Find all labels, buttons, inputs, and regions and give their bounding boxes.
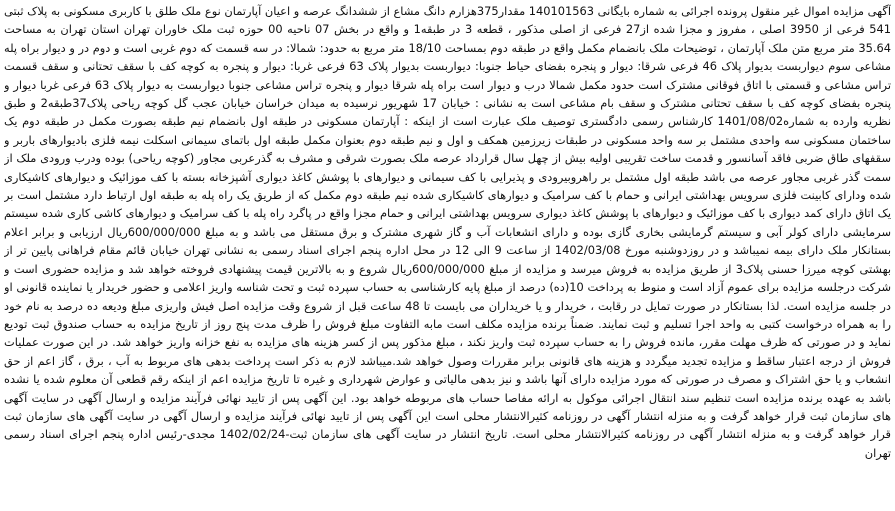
- auction-notice-text: آگهی مزایده اموال غیر منقول پرونده اجرائی به شماره بایگانی 140101563 مقدار375هزارم دانگ مشاع از ششدانگ عرصه و اعیان آپارتمان نوع ملک طلق با کاربری مسکونی به پلاک ثبتی 541 فرعی از 3950 اصلی ، مفروز و مجزا شده از27 فرعی از اصلی مذکور ، قطعه 3 در طبقه1 و واقع در بخش 07 ناحیه 00 حوزه ثبت ملک خاوران تهران استان تهران به مساحت 35.64 متر مربع متن ملک آپارتمان ، توضیحات ملک بانضمام مکمل واقع در طبقه دوم بمساحت 18/10 متر مربع به حدود: شمالا: در سه قسمت که دوم غربی است و دوم در و دیوار براه پله مشاعی سوم دیواربست بدیوار پلاک 46 فرعی شرقا: دیوار و پنجره بفضای حیاط جنوبا: دیواربست بدیوار پلاک 63 فرعی غربا: دیوار و پنجره به کوچه کف با سقف تحتانی و سقف قسمت تراس مشاعی و قسمتی با اتاق فوقانی مشترک است حدود مکمل شمالا درب و دیوار است براه پله شرقا دیوار و پنجره تراس مشاعی جنوبا دیواربست به دیوار پلاک 63 فرعی غربا دیوار و پنجره بفضای کوچه کف با سقف تحتانی مشترک و سقف بام مشاعی است به نشانی : خیابان 17 شهریور نرسیده به میدان خراسان خیابان عجب گل کوچه ریاحی پلاک37طبقه2 و طبق نظریه وارده به شماره1401/08/02 کارشناس رسمی دادگستری توصیف ملک عبارت است از اینکه : آپارتمان مسکونی در طبقه اول بانضمام نیم طبقه بصورت مکمل در طبقه دوم یک ساختمان مسکونی سه واحدی مشتمل بر سه واحد مسکونی در طبقات زیرزمین همکف و اول و نیم طبقه دوم بعنوان مکمل طبقه اول باتمای سیمانی اسکلت نیمه فلزی بادیوارهای باربر و سقفهای طاق ضربی فاقد آسانسور و قدمت ساخت تقریبی اولیه بیش از چهل سال قرارداد عرصه ملک بصورت شرقی و مشرف به گذرعربی مجاور (کوچه ریاحی) بوده ودرب ورودی ملک از سمت گذر غربی مجاور عرصه می باشد طبقه اول مشتمل بر راهروبیرودی و پذیرایی با کف سیمانی و دیوارهای با پوشش کاغذ دیواری آشپزخانه بسته با کف موزائیک و دیوارهای کاشیکاری شده ودارای کابینت فلزی سرویس بهداشتی ایرانی و حمام با کف سرامیک و دیوارهای کاشیکاری شده نیم طبقه دوم مکمل که از طریق یک راه پله به طبقه اول ارتباط دارد مشتمل است بر یک اتاق دارای کمد دیواری با کف موزائیک و دیوارهای با پوشش کاغذ دیواری سرویس بهداشتی ایرانی و حمام مجزا واقع در پاگرد راه پله با کف سرامیک و دیوارهای کاشی کاری شده سیستم سرمایشی دارای کولر آبی و سیستم گرمایشی بخاری گازی بوده و دارای انشعابات آب و گاز شهری مشترک و برق مستقل می باشد و به مبلغ 600/000/000ریال ارزیابی و برابر اعلام بستانکار ملک دارای بیمه نمیباشد و در روزدوشنبه مورخ 1402/03/08 از ساعت 9 الی 12 در محل اداره پنجم اجرای اسناد رسمی به نشانی تهران خیابان قائم مقام فراهانی پایین تر از بهشتی کوچه میرزا حسنی پلاک3 از طریق مزایده به فروش میرسد و مزایده از مبلغ 600/000/000ریال شروع و به بالاترین قیمت پیشنهادی فروخته خواهد شد و مزایده حضوری است و شرکت درجلسه مزایده برای عموم آزاد است و منوط به پرداخت 10(ده) درصد از مبلغ پایه کارشناسی به حساب سپرده ثبت و تحت شناسه واریز اعلامی و حضور خریدار یا نماینده قانونی او در جلسه مزایده است. لذا بستانکار در صورت تمایل در رقابت ، خریدار و یا خریداران می بایست تا 48 ساعت قبل از شروع وقت مزایده اصل فیش واریزی مبلغ ودیعه ده درصد به نام خود را به همراه درخواست کتبی به واحد اجرا تسلیم و ثبت نمایند. ضمناً برنده مزایده مکلف است مابه التفاوت مبلغ فروش را ظرف مدت پنج روز از تاریخ مزایده به حساب صندوق ثبت تودیع نماید و در صورتی که ظرف مهلت مقرر، مانده فروش را به حساب سپرده ثبت واریز نکند ، مبلغ مذکور پس از کسر هزینه های مزایده به نفع خزانه واریز خواهد شد. در این صورت عملیات فروش از درجه اعتبار ساقط و مزایده تجدید میگردد و هزینه های قانونی برابر مقررات وصول خواهد شد.میباشد لازم به ذکر است پرداخت بدهی های مربوط به آب ، برق ، گاز اعم از حق انشعاب و یا حق اشتراک و مصرف در صورتی که مورد مزایده دارای آنها باشد و نیز بدهی مالیاتی و عوارض شهرداری و غیره تا تاریخ مزایده اعم از اینکه رقم قطعی آن معلوم شده یا نشده باشد به عهده برنده مزایده است تنظیم سند انتقال اجرائی موکول به ارائه مفاصا حساب های مربوطه خواهد بود. این آگهی پس از تایید نهائی فرآیند مزایده و ارسال آگهی در سایت آگهی های سازمان ثبت قرار خواهد گرفت و به منزله انتشار آگهی در روزنامه کثیرالانتشار محلی است این آگهی پس از تایید نهائی فرآیند مزایده و ارسال آگهی در سایت آگهی های سازمان ثبت قرار خواهد گرفت و به منزله انتشار آگهی در روزنامه کثیرالانتشار محلی است. تاریخ انتشار در سایت آگهی های سازمان ثبت-1402/02/24 مجدی-رئیس اداره پنجم اجرای اسناد رسمی تهران: [4, 4, 891, 460]
- auction-notice-document: [4, 2, 891, 509]
